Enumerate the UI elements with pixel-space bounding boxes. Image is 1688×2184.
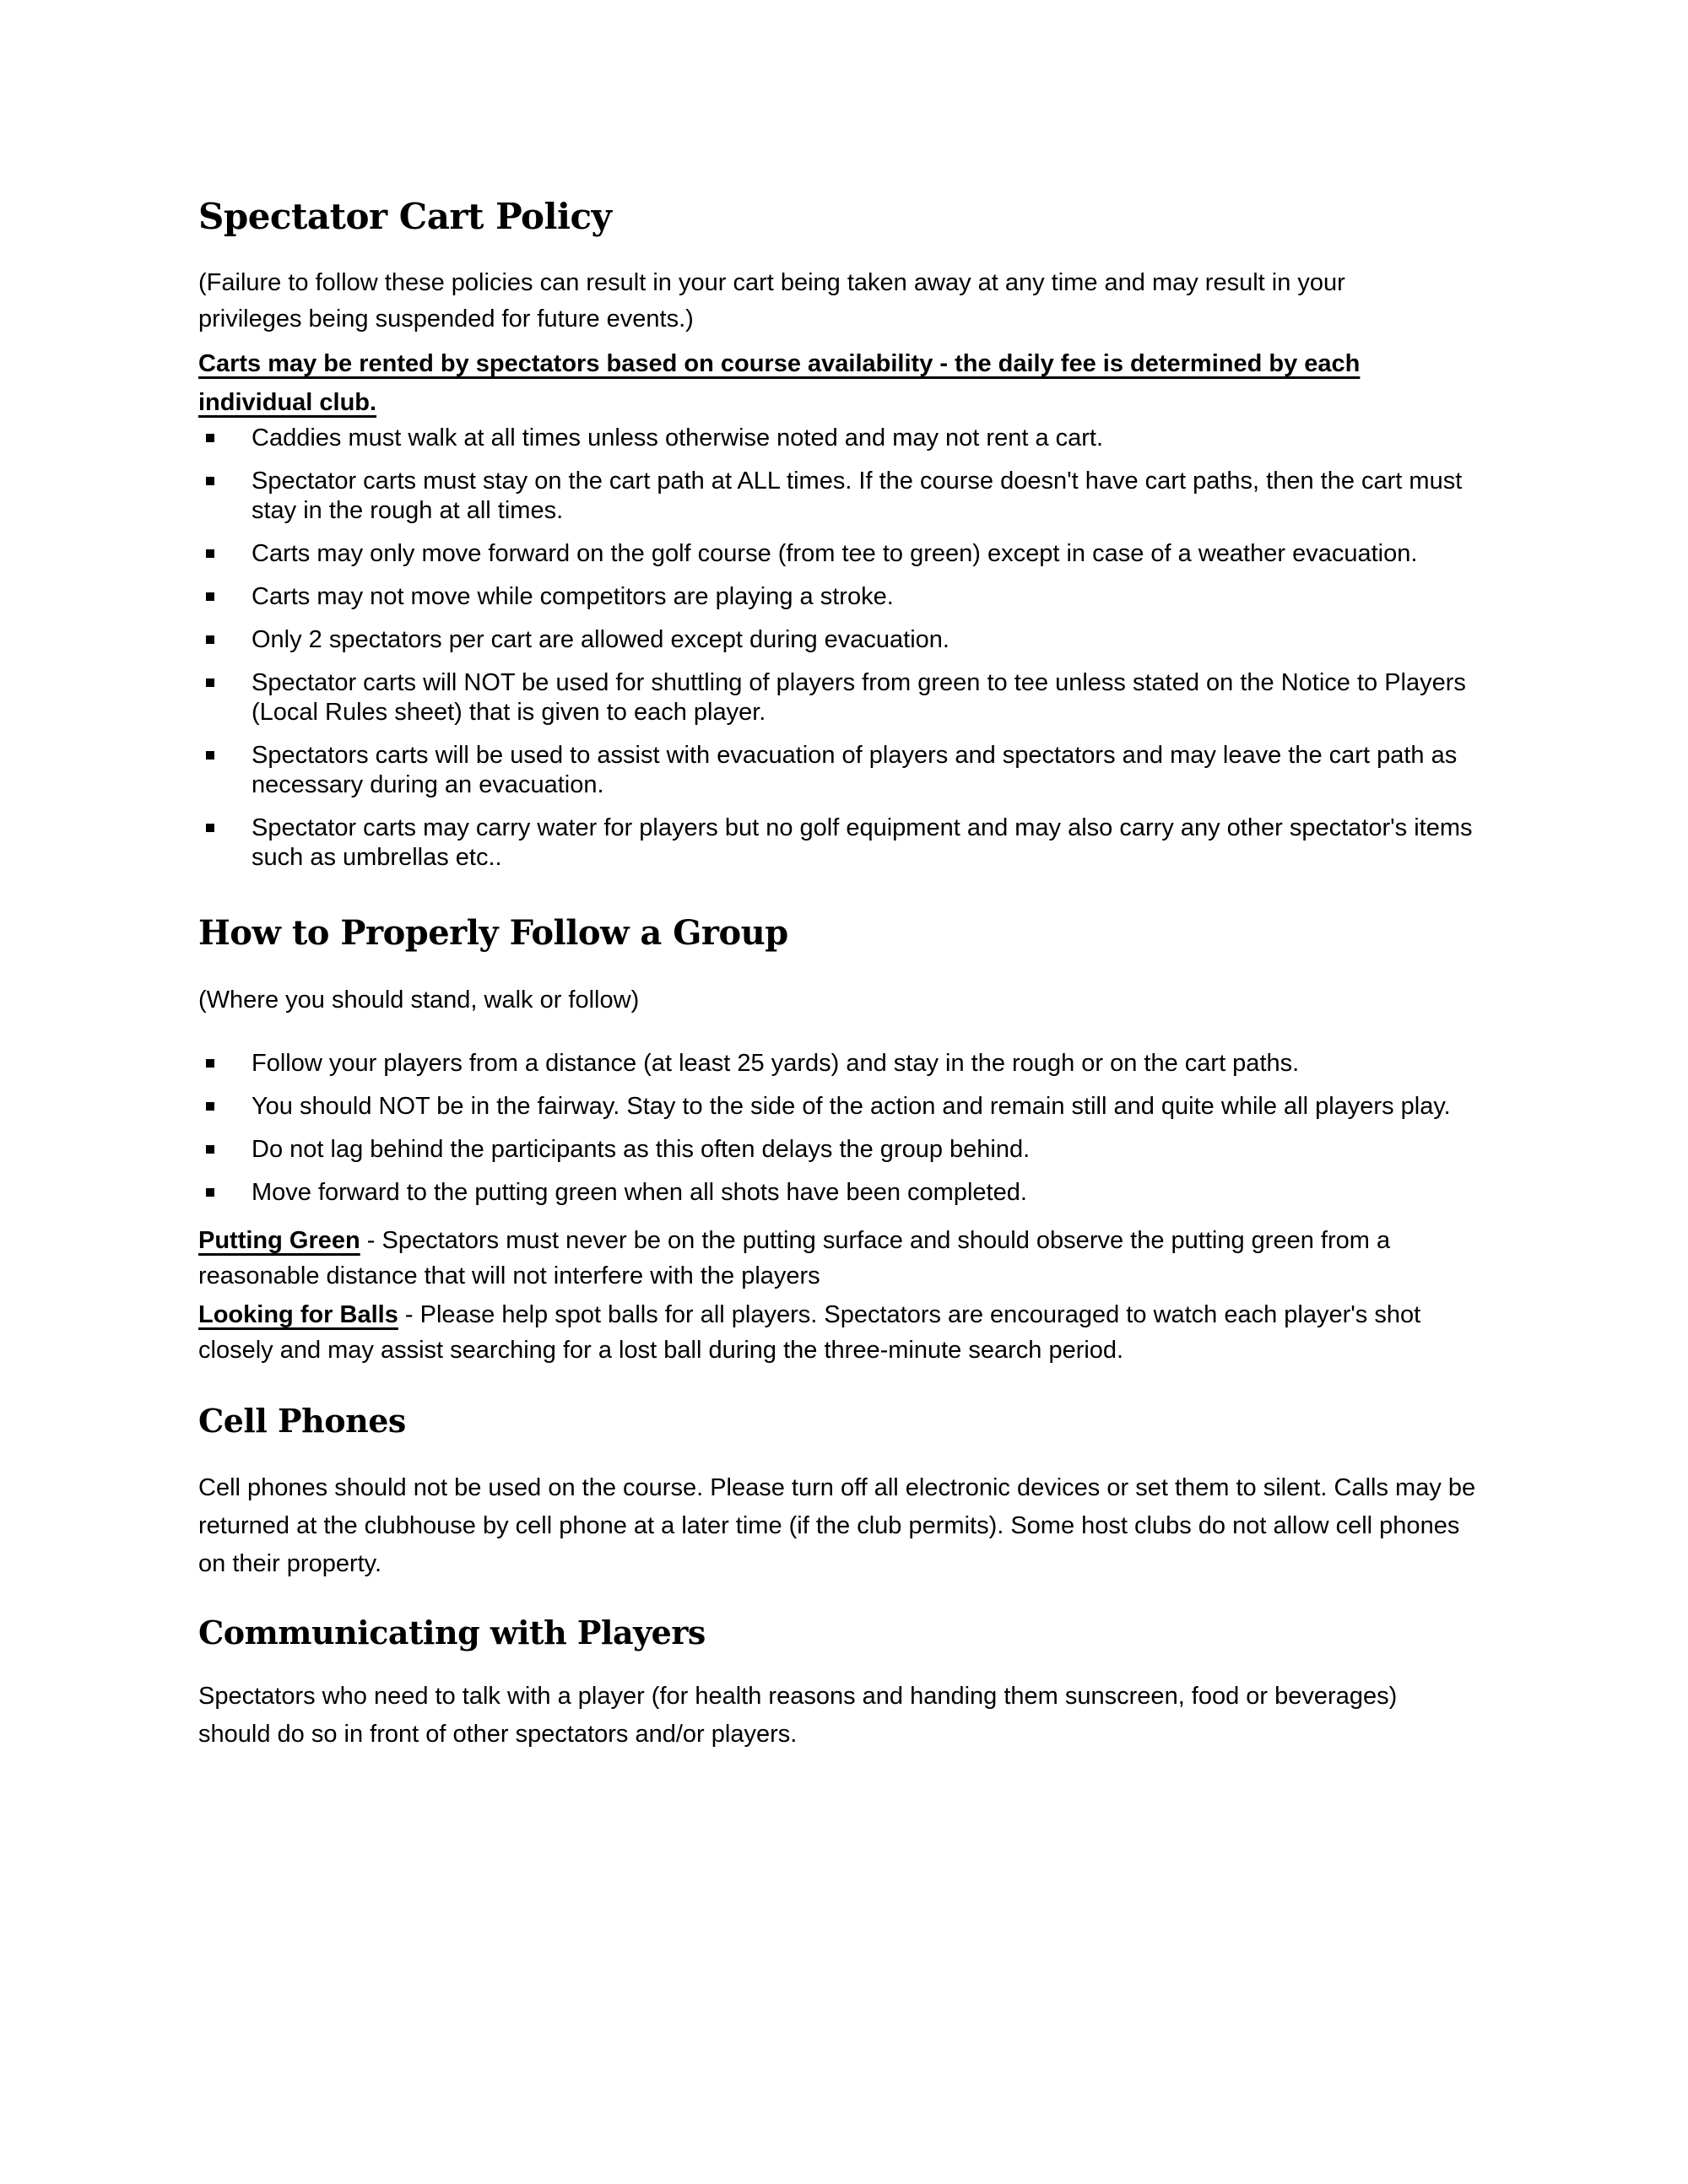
bullet-square-icon: [206, 434, 214, 442]
list-item: [198, 1049, 1490, 1078]
section-title-communicating-with-players: Communicating with Players: [198, 1614, 706, 1652]
bullet-square-icon: [206, 592, 214, 601]
cart-rental-notice: Carts may be rented by spectators based on course availability - the daily fee is determined by each individual club.: [198, 350, 1361, 416]
putting-green-note: [198, 1223, 1464, 1294]
follow-group-bullet-list: [198, 1049, 1490, 1208]
list-item-text: Do not lag behind the participants as this often delays the group behind.: [252, 1136, 1031, 1163]
cell-phones-paragraph: Cell phones should not be used on the course. Please turn off all electronic devices or set them to silent. Calls may be returned at the clubhouse by cell phone at a later time (if the club permits). Some host clubs do not allow cell phones on their property.: [198, 1474, 1476, 1577]
bullet-square-icon: [206, 477, 214, 485]
list-item-text: Follow your players from a distance (at least 25 yards) and stay in the rough or on the cart paths.: [252, 1050, 1300, 1077]
list-item: [198, 625, 1490, 655]
bullet-square-icon: [206, 1145, 214, 1154]
list-item-text: You should NOT be in the fairway. Stay to the side of the action and remain still and quite while all players play.: [252, 1093, 1451, 1120]
cart-policy-intro-paragraph: (Failure to follow these policies can result in your cart being taken away at any time and may result in your privileges being suspended for future events.): [198, 269, 1345, 332]
putting-green-text: - Spectators must never be on the putting surface and should observe the putting green from a reasonable distance that will not interfere with the players: [198, 1227, 1391, 1289]
section-title-cell-phones: Cell Phones: [198, 1402, 406, 1440]
bullet-square-icon: [206, 678, 214, 687]
list-item: [198, 424, 1490, 453]
list-item: [198, 814, 1490, 873]
section-title-how-to-follow-a-group: How to Properly Follow a Group: [198, 913, 788, 953]
bullet-square-icon: [206, 824, 214, 832]
list-item-text: Spectator carts must stay on the cart path at ALL times. If the course doesn't have cart paths, then the cart must stay in the rough at all times.: [252, 468, 1463, 524]
list-item-text: Caddies must walk at all times unless otherwise noted and may not rent a cart.: [252, 424, 1104, 451]
communicating-paragraph: Spectators who need to talk with a player (for health reasons and handing them sunscreen, food or beverages) should do so in front of other spectators and/or players.: [198, 1683, 1398, 1748]
list-item-text: Spectators carts will be used to assist with evacuation of players and spectators and may leave the cart path as necessary during an evacuation.: [252, 742, 1458, 798]
bullet-square-icon: [206, 1102, 214, 1111]
list-item-text: Carts may only move forward on the golf course (from tee to green) except in case of a weather evacuation.: [252, 540, 1418, 567]
list-item: [198, 741, 1490, 800]
list-item: [198, 582, 1490, 612]
list-item-text: Only 2 spectators per cart are allowed except during evacuation.: [252, 626, 950, 653]
bullet-square-icon: [206, 1188, 214, 1197]
putting-green-label: Putting Green: [198, 1227, 360, 1254]
looking-for-balls-text: - Please help spot balls for all players. Spectators are encouraged to watch each player's shot closely and may assist searching for a lost ball during the three-minute search period.: [198, 1301, 1421, 1364]
list-item-text: Move forward to the putting green when all shots have been completed.: [252, 1179, 1027, 1206]
looking-for-balls-note: [198, 1297, 1464, 1368]
list-item: [198, 539, 1490, 569]
list-item: [198, 668, 1490, 727]
list-item-text: Carts may not move while competitors are playing a stroke.: [252, 583, 894, 610]
list-item: [198, 467, 1490, 526]
follow-group-subtitle: (Where you should stand, walk or follow): [198, 987, 640, 1014]
list-item: [198, 1092, 1490, 1122]
looking-for-balls-label: Looking for Balls: [198, 1301, 398, 1328]
section-title-spectator-cart-policy: Spectator Cart Policy: [198, 196, 612, 237]
bullet-square-icon: [206, 1059, 214, 1068]
bullet-square-icon: [206, 635, 214, 644]
bullet-square-icon: [206, 549, 214, 558]
list-item: [198, 1178, 1490, 1208]
list-item-text: Spectator carts may carry water for players but no golf equipment and may also carry any other spectator's items such as umbrellas etc..: [252, 814, 1473, 871]
bullet-square-icon: [206, 751, 214, 760]
list-item-text: Spectator carts will NOT be used for shuttling of players from green to tee unless stated on the Notice to Players (Local Rules sheet) that is given to each player.: [252, 669, 1466, 726]
list-item: [198, 1135, 1490, 1165]
cart-policy-bullet-list: [198, 424, 1490, 873]
